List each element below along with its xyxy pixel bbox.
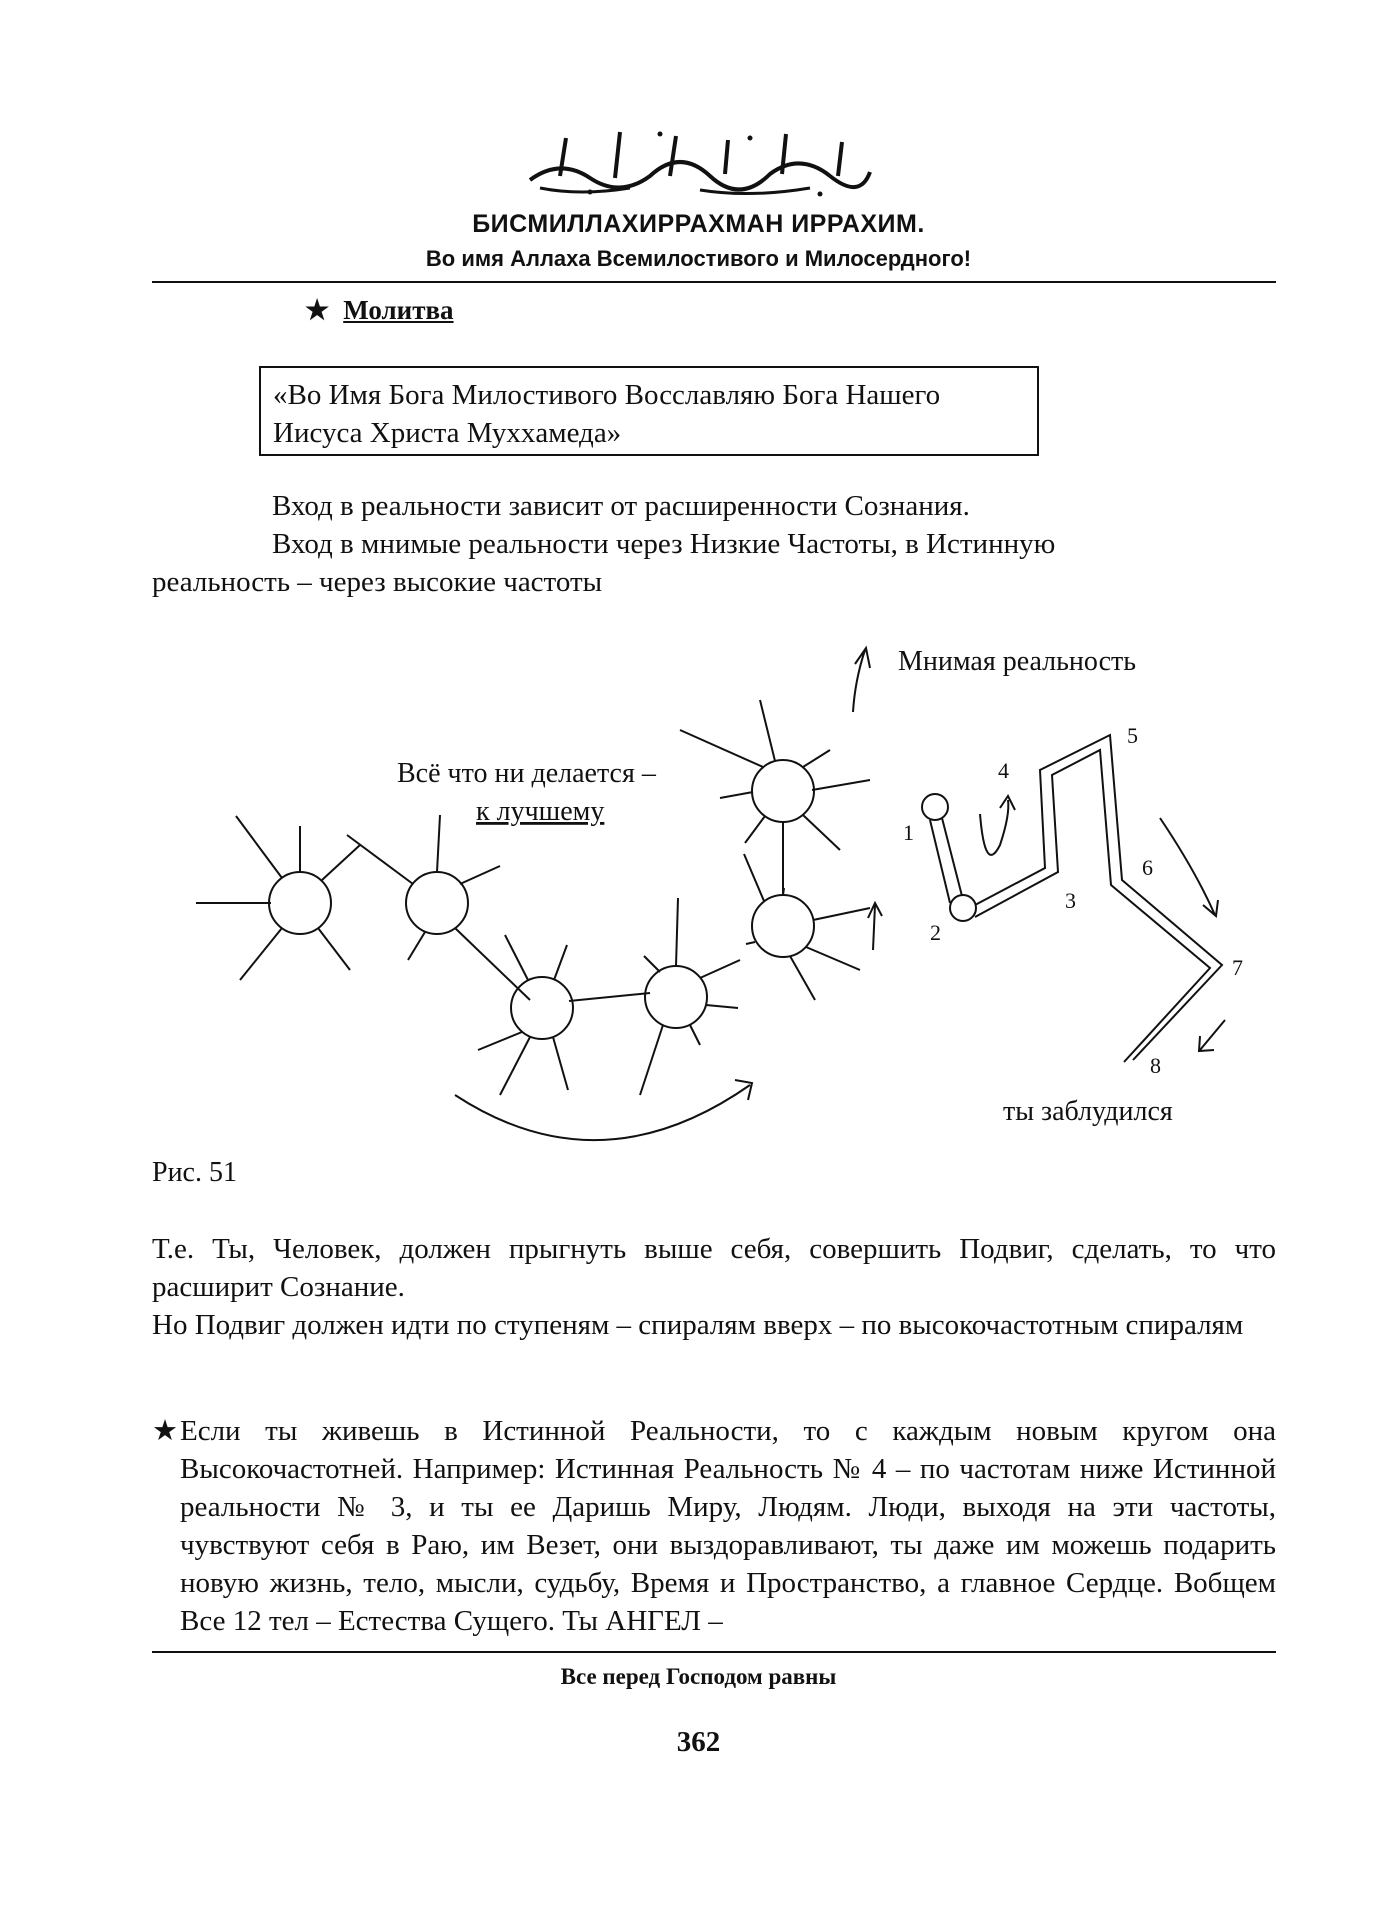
body-paragraph-2: Но Подвиг должен идти по ступеням – спиралям вверх – по высокочастотным спиралям [152,1309,1244,1341]
node-ray [812,780,870,790]
spiral-number-1: 1 [903,820,914,845]
node-ray [437,815,440,872]
node-ray [760,700,775,761]
spiral-start-circle [922,794,948,820]
intro-line-1: Вход в реальности зависит от расширенности Сознания. [272,490,970,522]
node-ray [700,960,740,978]
spiral-number-8: 8 [1150,1053,1161,1078]
up-arrow [853,648,870,712]
node-ray [746,942,755,944]
node-connector [569,993,650,1001]
node-ray [554,945,567,980]
prayer-line-1: «Во Имя Бога Милостивого Восславляю Бога Нашего [273,379,941,411]
spiral-node-circle [752,895,814,957]
footer-text: Все перед Господом равны [560,1664,837,1689]
spiral-number-2: 2 [930,920,941,945]
prayer-box [259,366,1039,456]
node-ray [322,845,360,880]
spiral-path [930,818,962,903]
spiral-number-5: 5 [1127,723,1138,748]
star-icon: ★ [305,295,330,325]
star-icon: ★ [152,1415,178,1447]
spiral-path [975,735,1222,1062]
section-title: Молитва [343,295,454,325]
node-ray [720,792,753,798]
intro-line-2: Вход в мнимые реальности через Низкие Частоты, в Истинную [272,528,1056,560]
figure-51-diagram [0,620,1397,1160]
node-ray [478,1032,522,1050]
spiral-number-3: 3 [1065,888,1076,913]
spiral-node-circle [511,977,573,1039]
arrow-down [1199,1020,1225,1051]
body-paragraph-1: Т.е. Ты, Человек, должен прыгнуть выше себя, совершить Подвиг, сделать, то что расширит Сознание. [152,1233,1276,1303]
node-ray [813,908,870,920]
up-arrow [868,903,882,950]
page-number: 362 [676,1726,721,1758]
basmala-calligraphy-logo [520,118,880,198]
body-paragraph-3 [152,1412,1276,1640]
node-ray [347,835,413,884]
curved-arrow [455,1085,750,1140]
body-paragraph-3-text: Если ты живешь в Истинной Реальности, то с каждым новым кругом она Высокочастотней. Например: Истинная Реальность № 4 – по частотам ниже Истинной реальности № 3, и ты ее Даришь Миру, Людям. Люди, выходя на эти частоты, чувствуют себя в Раю, им Везет, они выздоравливают, ты даже им можешь подарить новую жизнь, тело, мысли, судьбу, Время и Пространство, а главное Сердце. Вобщем Все 12 тел – Естества Сущего. Ты АНГЕЛ – [180,1415,1276,1637]
node-ray [318,928,350,970]
section-heading [305,295,454,326]
node-ray [240,928,282,980]
spiral-number-4: 4 [998,758,1009,783]
spiral-node-circle [645,966,707,1028]
spiral-number-6: 6 [1142,855,1153,880]
node-ray [706,1005,738,1008]
node-ray [460,866,500,884]
node-ray [806,947,860,970]
prayer-line-2: Иисуса Христа Мухxамеда» [273,417,622,449]
label-imaginary-reality: Мнимая реальность [898,646,1136,677]
node-ray [553,1037,568,1090]
header-subtitle: Во имя Аллаха Всемилостивого и Милосердного! [425,246,972,271]
spiral-node-circle [752,760,814,822]
node-ray [640,1025,663,1095]
header-divider [152,281,1276,283]
intro-line-3: реальность – через высокие частоты [152,566,603,598]
node-ray [500,1037,530,1095]
node-ray [803,815,840,850]
node-ray [680,730,763,767]
header-title: БИСМИЛЛАХИРРАХМАН ИРРАХИМ. [472,210,925,238]
spiral-node-circle [406,872,468,934]
footer-divider [152,1651,1276,1653]
spiral-end-circle [950,895,976,921]
spiral-number-7: 7 [1232,955,1243,980]
label-all-done-line2: к лучшему [476,796,605,827]
node-ray [744,854,764,901]
node-ray [690,1025,700,1045]
figure-caption: Рис. 51 [152,1157,237,1188]
node-ray [790,956,815,1000]
node-ray [644,956,660,972]
node-ray [745,816,765,843]
node-ray [676,898,678,966]
loop-arrow [980,796,1015,855]
spiral-node-circle [269,872,331,934]
node-ray [408,932,425,960]
label-all-done-line1: Всё что ни делается – [397,758,656,789]
label-you-lost: ты заблудился [1003,1096,1173,1127]
node-ray [803,750,830,767]
node-ray [236,816,282,878]
node-ray [505,935,528,980]
arrow-down [1160,818,1218,916]
